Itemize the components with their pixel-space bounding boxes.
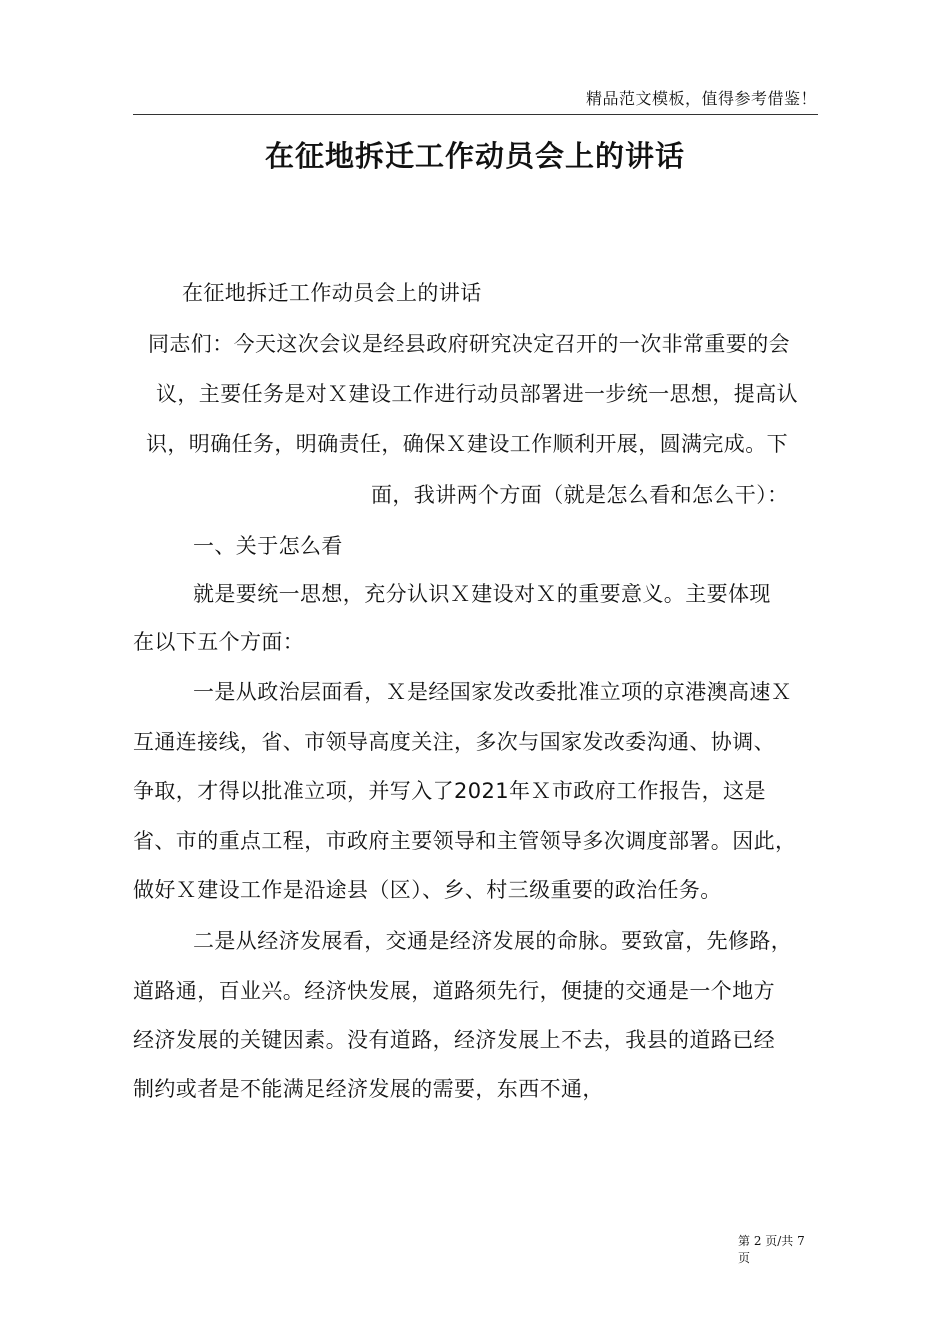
header-note: 精品范文模板，值得参考借鉴！ xyxy=(585,89,817,108)
header-divider xyxy=(133,114,818,115)
page-number xyxy=(738,1233,805,1267)
section-heading: 一、关于怎么看 xyxy=(193,534,343,558)
body-line: 就是要统一思想，充分认识Ｘ建设对Ｘ的重要意义。主要体现 xyxy=(193,582,771,606)
body-line: 经济发展的关键因素。没有道路，经济发展上不去，我县的道路已经 xyxy=(133,1028,775,1052)
body-line: 议，主要任务是对Ｘ建设工作进行动员部署进一步统一思想，提高认 xyxy=(156,382,798,406)
body-line: 省、市的重点工程，市政府主要领导和主管领导多次调度部署。因此， xyxy=(133,829,797,853)
body-line: 制约或者是不能满足经济发展的需要，东西不通， xyxy=(133,1077,604,1101)
body-line: 同志们：今天这次会议是经县政府研究决定召开的一次非常重要的会 xyxy=(148,332,790,356)
body-line: 二是从经济发展看，交通是经济发展的命脉。要致富，先修路， xyxy=(193,929,793,953)
body-line: 做好Ｘ建设工作是沿途县（区）、乡、村三级重要的政治任务。 xyxy=(133,878,722,902)
body-line: 道路通，百业兴。经济快发展，道路须先行，便捷的交通是一个地方 xyxy=(133,979,775,1003)
body-subtitle: 在征地拆迁工作动员会上的讲话 xyxy=(182,281,482,305)
page-number-line: 第 2 页/共 7 xyxy=(738,1234,805,1248)
body-line: 识，明确任务，明确责任，确保Ｘ建设工作顺利开展，圆满完成。下 xyxy=(146,432,788,456)
body-line: 争取，才得以批准立项，并写入了2021年Ｘ市政府工作报告，这是 xyxy=(133,779,766,803)
body-line: 一是从政治层面看，Ｘ是经国家发改委批准立项的京港澳高速Ｘ xyxy=(193,680,793,704)
document-title: 在征地拆迁工作动员会上的讲话 xyxy=(264,139,685,173)
body-line: 面，我讲两个方面（就是怎么看和怎么干）： xyxy=(371,483,789,507)
body-line: 在以下五个方面： xyxy=(133,630,305,654)
page-number-line: 页 xyxy=(738,1251,751,1265)
body-line: 互通连接线，省、市领导高度关注，多次与国家发改委沟通、协调、 xyxy=(133,730,775,754)
